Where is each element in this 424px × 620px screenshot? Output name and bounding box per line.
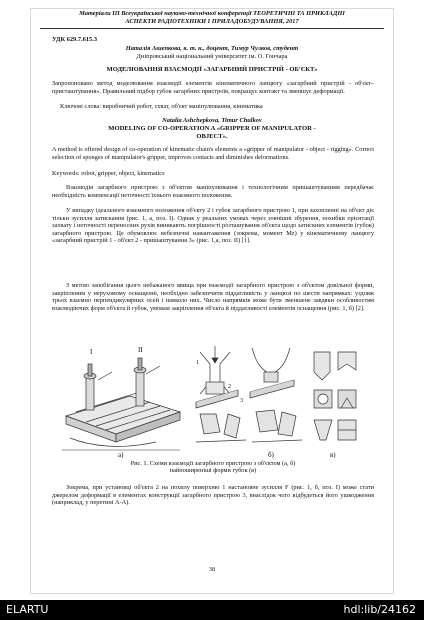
abstract-ua: Запропоновано метод моделювання взаємодії елементів кінематичного ланцюгу «загарбний пристрій - об'єкт– присташтування». Правильний підбор губок загарбних пристроїв, покращує контакт та зменшує деформації. [52, 80, 374, 95]
udc-code: УДК 629.7.615.3 [52, 36, 98, 43]
title-en-line1: MODELING OF CO-OPERATION A «GRIPPER OF MANIPULATOR - [108, 125, 316, 132]
figure-label-v: в) [330, 451, 336, 458]
header-rule [40, 28, 384, 29]
abstract-en: A method is offered design of co-operation of kinematic chain's elements a «gripper of manipulator - object - rigging». Correct selection of sponges of manipulator's gripper, improves contacts and diminishes deformations. [52, 146, 374, 161]
figure-label-a: а) [118, 451, 124, 458]
figure-label-1: 1 [196, 360, 199, 366]
keywords-en: Keywords: robot, gripper, object, kinematics [52, 170, 165, 177]
figure-caption [52, 460, 374, 475]
paragraph-4: Зокрема, при установці об'єкта 2 на похилу поверхню 1 настановне зусилля F (рис. 1, б, поз. I) може стати джерелом деформації в елементах конструкції загарбного пристрою 3, внаслідок чого відбудеться його ушкодження (наприклад, у перетині А-А). [52, 484, 374, 507]
footer-repository-name: ELARTU [6, 603, 49, 616]
conference-header [40, 10, 384, 25]
affiliation-ua: Дніпровський національний університет ім. О. Гончара [136, 53, 288, 60]
figure-panel-a [62, 358, 180, 450]
conference-header-line1: Матеріали ІІІ Всеукраїнської науково-технічної конференції ТЕОРЕТИЧНІ ТА ПРИКЛАДНІ [79, 10, 345, 17]
paragraph-3: З метою запобігання цього небажаного явища при взаємодії загарбного пристрою з об'єктом довільної форми, закріпленим у нерухомому оснащенні, необхідно забезпечити піддатливість у ланцюзі по шести напрямках: уздовж трьох взаємно перпендикулярних осей і навколо них. Число напрямків може бути зменшене завдяки особливостям взаємодіючих форм об'єкта й губок, умовам закріплення об'єкта й піддатливості елементів оснащення (рис. 1, б) [2]. [52, 282, 374, 312]
repository-footer [0, 600, 424, 620]
paragraph-2: У випадку ідеального взаємного положення об'єкту 2 і губок загарбного пристрою 1, при захопленні на об'єкт діє тільки зусилля затискання (рис. 1, а, поз. I). Однак у реальних умовах через зовнішні збурення, похибки орієнтації захвату і неточності переносних рухів виникають погрішності розташування об'єкта щодо затискних елементів (губок) загарбного пристрою. Це обумовлює небезпечні навантаження (зокрема, момент Мz) у кінематичному ланцюгу «загарбний пристрій 1 - об'єкт 2 - пришаштування 3» (рис. 1,а, поз. II) [1]. [52, 207, 374, 245]
keywords-ua: Ключові слова: виробничий робот, схват, об'єкт маніпулювання, кінематика [60, 103, 263, 110]
figure-caption-line1: Рис. 1. Схеми взаємодії загарбного пристрою з об'єктом (а, б) [130, 460, 296, 467]
authors-en: Natalia Ashchepkova, Timur Chulkov [162, 117, 262, 124]
footer-handle-link[interactable]: hdl:lib/24162 [343, 603, 416, 616]
paragraph-1: Взаємодія загарбного пристрою з об'єктом маніпулювання і технологічним пришаштуванням передбачає необхідність компенсації неточності їхнього взаємного положення. [52, 184, 374, 199]
page-number: 38 [208, 566, 216, 573]
authors-ua: Наталія Ашепкова, к. т. н., доцент, Тимур Чулков, студент [125, 45, 299, 52]
figure-panel-b [196, 346, 302, 442]
title-en [40, 125, 384, 141]
title-ua: МОДЕЛЮВАННЯ ВЗАЄМОДІЇ «ЗАГАРБНИЙ ПРИСТРІЙ - ОБ'ЄКТ» [106, 66, 318, 73]
figure-label-3: 3 [240, 398, 243, 404]
figure-label-b: б) [268, 451, 274, 458]
title-en-line2: OBJECT». [196, 133, 228, 140]
figure-panel-v [314, 352, 356, 440]
figure-label-I: I [90, 348, 93, 356]
figure-caption-line2: найпоширеніші форми губок (в) [169, 467, 257, 475]
figure-label-2: 2 [228, 384, 231, 390]
figure-label-II: II [138, 346, 143, 354]
figure-1 [60, 342, 368, 458]
conference-header-line2: АСПЕКТИ РАДІОТЕХНІКИ І ПРИЛАДОБУДУВАННЯ, 2017 [125, 17, 299, 25]
